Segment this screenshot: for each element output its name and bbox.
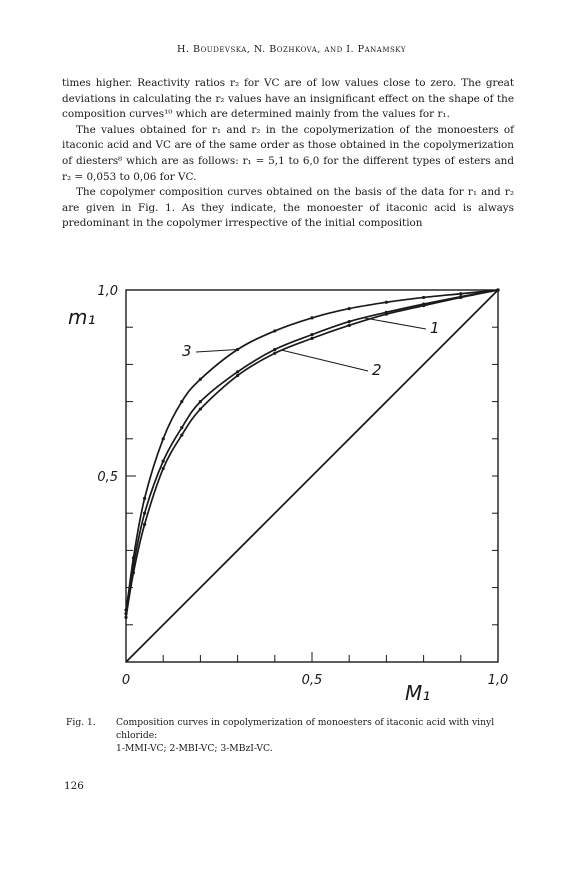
data-point [422, 296, 425, 299]
x-tick-label: 1,0 [487, 673, 509, 688]
data-point [162, 460, 165, 463]
data-point [385, 301, 388, 304]
paragraph: The values obtained for r₁ and r₂ in the copolymerization of the monoesters of itaconic acid and VC are of the same order as those obtained in the copolymerization of diesters⁸ which are as follows: r₁ = 5,1 to 6,0 for the different types of esters and r₂ = 0,053 to 0,06 for VC. [62, 123, 514, 183]
curve-label: 3 [182, 342, 192, 360]
data-point [348, 307, 351, 310]
data-point [180, 426, 183, 429]
data-point [273, 348, 276, 351]
data-point [385, 313, 388, 316]
data-point [348, 324, 351, 327]
figure-caption [66, 716, 526, 755]
paragraph: times higher. Reactivity ratios r₂ for VC are of low values close to zero. The great deviations in calculating the r₂ values have an insignificant effect on the shape of the composition curves¹⁰ which are determined mainly from the values for r₁. [62, 77, 514, 121]
curve-label: 2 [372, 361, 382, 379]
data-point [199, 400, 202, 403]
caption-label: Fig. 1. [66, 717, 96, 728]
caption-legend: 1-MMI-VC; 2-MBI-VC; 3-MBzI-VC. [116, 743, 273, 754]
data-point [180, 433, 183, 436]
data-point [143, 497, 146, 500]
x-axis-label: M₁ [405, 681, 431, 705]
leader-line [282, 350, 368, 371]
leader-line [364, 318, 426, 329]
data-point [132, 571, 135, 574]
paragraph: The copolymer composition curves obtained on the basis of the data for r₁ and r₂ are given in Fig. 1. As they indicate, the monoester of itaconic acid is always predominant in the copolymer irrespective of the initial composition [62, 186, 514, 230]
data-point [143, 523, 146, 526]
data-point [180, 400, 183, 403]
y-tick-label: 1,0 [97, 284, 118, 299]
page-number: 126 [64, 780, 84, 792]
header-authors: H. Boudevska, N. Bozhkova, and I. Panamsky [177, 44, 406, 55]
x-tick-label: 0,5 [301, 673, 323, 688]
data-point [348, 320, 351, 323]
data-point [459, 296, 462, 299]
data-point [143, 512, 146, 515]
data-point [124, 616, 127, 619]
y-axis-label: m₁ [68, 305, 96, 329]
leader-line [196, 350, 238, 352]
data-point [162, 437, 165, 440]
curve-label: 1 [430, 319, 440, 337]
data-point [273, 352, 276, 355]
data-point [199, 378, 202, 381]
y-tick-label: 0,5 [97, 470, 118, 485]
x-tick-label: 0 [121, 673, 131, 688]
data-point [310, 333, 313, 336]
data-point [199, 407, 202, 410]
data-point [236, 374, 239, 377]
data-point [310, 316, 313, 319]
data-point [273, 329, 276, 332]
data-point [422, 304, 425, 307]
data-point [236, 370, 239, 373]
data-point [162, 467, 165, 470]
data-point [310, 337, 313, 340]
data-point [459, 292, 462, 295]
caption-text: Composition curves in copolymerization of monoesters of itaconic acid with vinyl chloride: [116, 717, 495, 741]
